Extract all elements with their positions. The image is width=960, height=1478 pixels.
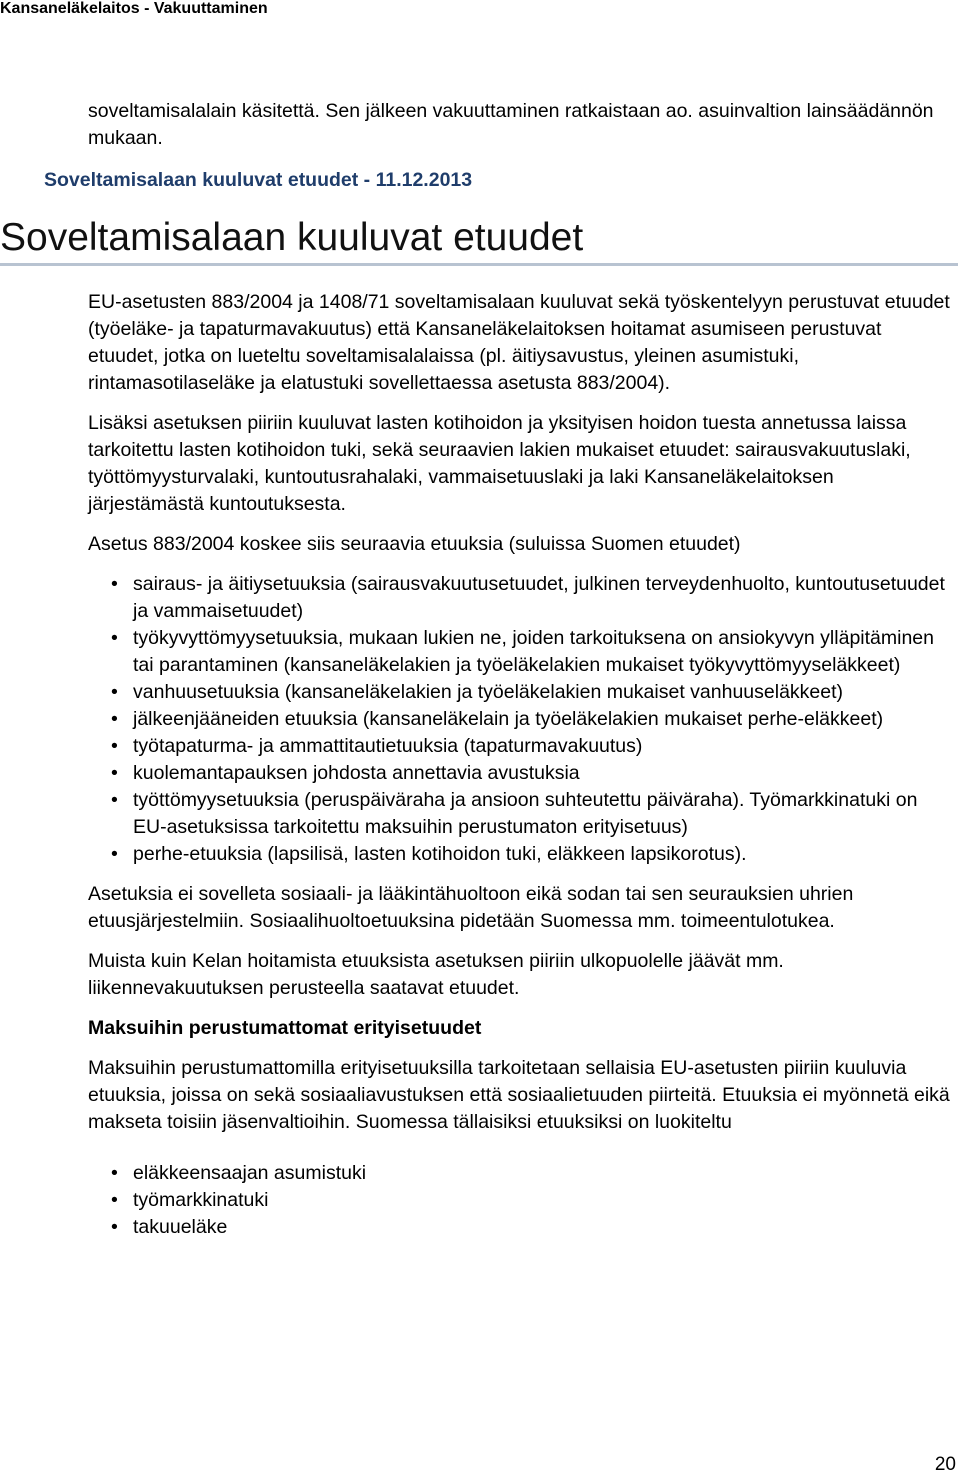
section-heading: Maksuihin perustumattomat erityisetuudet [88, 1017, 482, 1039]
paragraph-additional-scope: Lisäksi asetuksen piiriin kuuluvat lasten kotihoidon ja yksityisen hoidon tuesta annetussa laissa tarkoitettu lasten kotihoidon tuki, sekä seuraavien lakien mukaiset etuudet: sairausvakuutuslaki, työttömyysturvalaki, kuntoutusrahalaki, vammaisetuuslaki ja laki Kansaneläkelaitoksen järjestämästä kuntoutuksesta. [88, 412, 911, 515]
list-item: • eläkkeensaajan asumistuki [133, 1160, 954, 1187]
list-item: • sairaus- ja äitiysetuuksia (sairausvakuutusetuudet, julkinen terveydenhuolto, kuntoutusetuudet ja vammaisetuudet) [133, 571, 954, 625]
paragraph-exclusions: Asetuksia ei sovelleta sosiaali- ja lääkintähuoltoon eikä sodan tai sen seurauksien uhrien etuusjärjestelmiin. Sosiaalihuoltoetuuksina pidetään Suomessa mm. toimeentulotukea. [88, 883, 854, 932]
heading-divider [0, 263, 958, 266]
benefit-list [88, 571, 954, 868]
special-benefit-list [88, 1160, 954, 1241]
list-item: • työmarkkinatuki [133, 1187, 954, 1214]
page-number: 20 [934, 1454, 956, 1475]
intro-paragraph: soveltamisalalain käsitettä. Sen jälkeen vakuuttaminen ratkaistaan ao. asuinvaltion lainsäädännön mukaan. [88, 100, 934, 149]
list-item: • kuolemantapauksen johdosta annettavia avustuksia [133, 760, 954, 787]
paragraph-scope: EU-asetusten 883/2004 ja 1408/71 soveltamisalaan kuuluvat sekä työskentelyyn perustuvat etuudet (työeläke- ja tapaturmavakuutus) että Kansaneläkelaitoksen hoitamat asumiseen perustuvat etuudet, jotka on lueteltu soveltamisalalaissa (pl. äitiysavustus, yleinen asumistuki, rintamasotilaseläke ja elatustuki sovellettaessa asetusta 883/2004). [88, 291, 950, 394]
list-item: • vanhuusetuuksia (kansaneläkelakien ja työeläkelakien mukaiset vanhuuseläkkeet) [133, 679, 954, 706]
page-title: Soveltamisalaan kuuluvat etuudet [0, 216, 584, 259]
paragraph-other-exclusions: Muista kuin Kelan hoitamista etuuksista asetuksen piiriin ulkopuolelle jäävät mm. liikennevakuutuksen perusteella saatavat etuudet. [88, 950, 784, 999]
section-link-heading[interactable]: Soveltamisalaan kuuluvat etuudet - 11.12.2013 [44, 169, 473, 191]
paragraph-special-benefits: Maksuihin perustumattomilla erityisetuuksilla tarkoitetaan sellaisia EU-asetusten piiriin kuuluvia etuuksia, joissa on sekä sosiaaliavustuksen että sosiaalietuuden piirteitä. Etuuksia ei myönnetä eikä makseta toisiin jäsenvaltioihin. Suomessa tällaisiksi etuuksiksi on luokiteltu [88, 1057, 950, 1133]
list-item: • jälkeenjääneiden etuuksia (kansaneläkelain ja työeläkelakien mukaiset perhe-eläkkeet) [133, 706, 954, 733]
paragraph-regulation-intro: Asetus 883/2004 koskee siis seuraavia etuuksia (suluissa Suomen etuudet) [88, 533, 741, 555]
list-item: • työttömyysetuuksia (peruspäiväraha ja ansioon suhteutettu päiväraha). Työmarkkinatuki on EU-asetuksissa tarkoitettu maksuihin perustumaton erityisetuus) [133, 787, 954, 841]
list-item: • työkyvyttömyysetuuksia, mukaan lukien ne, joiden tarkoituksena on ansiokyvyn ylläpitäminen tai parantaminen (kansaneläkelakien ja työeläkelakien mukaiset työkyvyttömyyseläkkeet) [133, 625, 954, 679]
list-item: • työtapaturma- ja ammattitautietuuksia (tapaturmavakuutus) [133, 733, 954, 760]
document-header-title: Kansaneläkelaitos - Vakuuttaminen [0, 0, 268, 17]
main-content [88, 289, 954, 1254]
list-item: • perhe-etuuksia (lapsilisä, lasten kotihoidon tuki, eläkkeen lapsikorotus). [133, 841, 954, 868]
list-item: • takuueläke [133, 1214, 954, 1241]
